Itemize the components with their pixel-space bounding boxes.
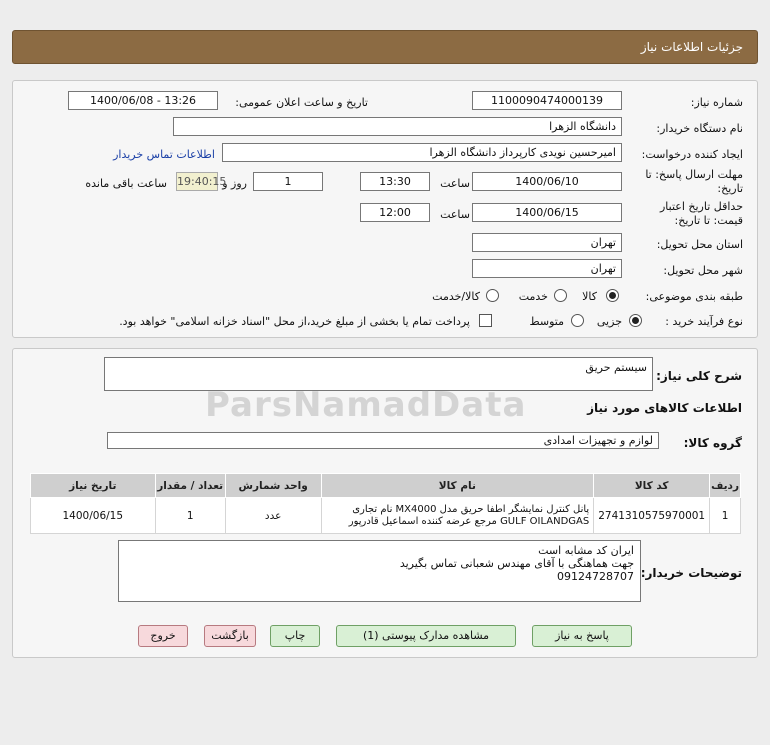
days-field: 1: [253, 172, 323, 191]
reply-time-field: 13:30: [360, 172, 430, 191]
need-number-field: 1100090474000139: [472, 91, 622, 110]
requester-field: امیرحسین نویدی کارپرداز دانشگاه الزهرا: [222, 143, 622, 162]
province-field: تهران: [472, 233, 622, 252]
col-header-qty: تعداد / مقدار: [155, 474, 225, 498]
category-goods-label: کالا: [582, 290, 597, 303]
page-header: [12, 30, 758, 64]
reply-deadline-label: مهلت ارسال پاسخ: تا تاریخ:: [645, 168, 743, 195]
need-number-label: شماره نیاز:: [690, 96, 743, 109]
watermark-logo: ParsNamadData: [205, 385, 527, 425]
goods-table: [30, 473, 741, 534]
general-desc-label: شرح کلی نیاز:: [656, 369, 742, 383]
price-validity-time-label: ساعت: [440, 208, 470, 221]
remaining-timer: 19:40:15: [176, 172, 218, 191]
cell-code: 2741310575970001: [594, 498, 710, 534]
process-minor-label: جزیی: [596, 315, 622, 328]
province-label: استان محل تحویل:: [656, 238, 743, 251]
announce-field: 1400/06/08 - 13:26: [68, 91, 218, 110]
price-validity-label: حداقل تاریخ اعتبار قیمت: تا تاریخ:: [659, 200, 743, 227]
requester-label: ایجاد کننده درخواست:: [641, 148, 743, 161]
cell-qty: 1: [155, 498, 225, 534]
category-radio-goods-service[interactable]: [486, 289, 499, 302]
process-medium-label: متوسط: [529, 315, 564, 328]
goods-group-field: لوازم و تجهیزات امدادی: [107, 432, 659, 449]
reply-time-label: ساعت: [440, 177, 470, 190]
treasury-payment-note: پرداخت تمام یا بخشی از مبلغ خرید،از محل "اسناد خزانه اسلامی" خواهد بود.: [119, 315, 470, 328]
price-validity-date-field: 1400/06/15: [472, 203, 622, 222]
exit-button[interactable]: خروج: [138, 625, 188, 647]
back-button[interactable]: بازگشت: [204, 625, 256, 647]
category-radio-goods[interactable]: [606, 289, 619, 302]
category-radio-service[interactable]: [554, 289, 567, 302]
remaining-label: ساعت باقی مانده: [85, 177, 167, 190]
category-goods-service-label: کالا/خدمت: [432, 290, 480, 303]
process-label: نوع فرآیند خرید :: [665, 315, 743, 328]
cell-date: 1400/06/15: [31, 498, 156, 534]
days-label: روز و: [222, 177, 247, 190]
buyer-org-label: نام دستگاه خریدار:: [656, 122, 743, 135]
reply-date-field: 1400/06/10: [472, 172, 622, 191]
col-header-code: کد کالا: [594, 474, 710, 498]
city-field: تهران: [472, 259, 622, 278]
col-header-row: ردیف: [710, 474, 741, 498]
attachments-button[interactable]: مشاهده مدارک پیوستی (1): [336, 625, 516, 647]
city-label: شهر محل تحویل:: [663, 264, 743, 277]
table-row: [31, 498, 741, 534]
goods-info-title: اطلاعات کالاهای مورد نیاز: [587, 401, 742, 415]
cell-row: 1: [710, 498, 741, 534]
buyer-desc-field: ایران کد مشابه است جهت هماهنگی با آقای مهندس شعبانی تماس بگیرید 09124728707: [118, 540, 641, 602]
general-desc-field: سیستم حریق: [104, 357, 653, 391]
category-label: طبقه بندی موضوعی:: [645, 290, 743, 303]
col-header-date: تاریخ نیاز: [31, 474, 156, 498]
cell-unit: عدد: [225, 498, 321, 534]
buyer-org-field: دانشگاه الزهرا: [173, 117, 622, 136]
process-radio-minor[interactable]: [629, 314, 642, 327]
process-radio-medium[interactable]: [571, 314, 584, 327]
page-title: جزئیات اطلاعات نیاز: [640, 40, 743, 54]
print-button[interactable]: چاپ: [270, 625, 320, 647]
col-header-name: نام کالا: [321, 474, 594, 498]
buyer-contact-link[interactable]: اطلاعات تماس خریدار: [113, 148, 215, 161]
announce-label: تاریخ و ساعت اعلان عمومی:: [235, 96, 368, 109]
col-header-unit: واحد شمارش: [225, 474, 321, 498]
category-service-label: خدمت: [518, 290, 548, 303]
buyer-desc-label: توضیحات خریدار:: [640, 566, 742, 580]
cell-name: پانل کنترل نمایشگر اطفا حریق مدل MX4000 نام تجاری GULF OILANDGAS مرجع عرضه کننده اسماعیل قادرپور: [321, 498, 594, 534]
price-validity-time-field: 12:00: [360, 203, 430, 222]
reply-button[interactable]: پاسخ به نیاز: [532, 625, 632, 647]
goods-group-label: گروه کالا:: [683, 436, 742, 450]
treasury-payment-checkbox[interactable]: [479, 314, 492, 327]
